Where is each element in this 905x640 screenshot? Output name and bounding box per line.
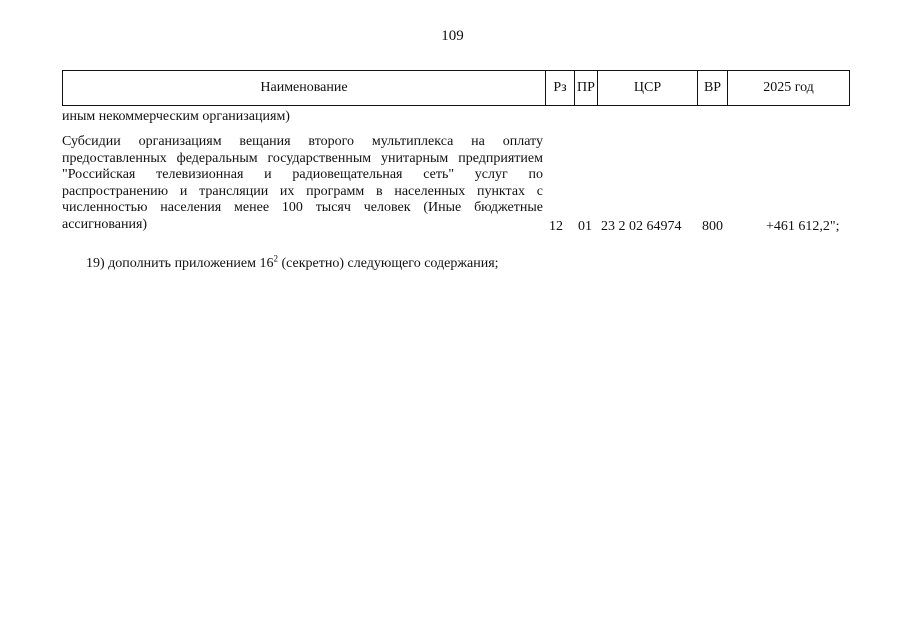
- entry-description: Субсидии организациям вещания второго мультиплекса на оплату предоставленных федеральным государственным унитарным предприятием "Российская телевизионная и радиовещательная сеть" услуг по распространению и трансляции их программ в населенных пунктах с численностью населения менее 100 тысяч человек (Иные бюджетные ассигнования): [62, 134, 543, 232]
- header-pr: ПР: [575, 71, 598, 105]
- instruction-before: 19) дополнить приложением 16: [86, 256, 274, 271]
- page-number: 109: [441, 28, 464, 44]
- entry-pr: 01: [578, 219, 592, 234]
- entry-amount: +461 612,2";: [766, 219, 840, 234]
- header-vr: ВР: [698, 71, 728, 105]
- header-rz: Рз: [546, 71, 575, 105]
- instruction-text: [86, 255, 499, 272]
- instruction-after: (секретно) следующего содержания;: [277, 256, 499, 271]
- entry-vr: 800: [702, 219, 723, 234]
- continuation-text: иным некоммерческим организациям): [62, 109, 290, 124]
- instruction-superscript: 2: [273, 253, 278, 264]
- header-year: 2025 год: [763, 80, 814, 95]
- header-name: Наименование: [63, 71, 546, 105]
- header-csr: ЦСР: [598, 71, 698, 105]
- table-header: [62, 70, 850, 106]
- entry-rz: 12: [549, 219, 563, 234]
- entry-csr: 23 2 02 64974: [601, 219, 682, 234]
